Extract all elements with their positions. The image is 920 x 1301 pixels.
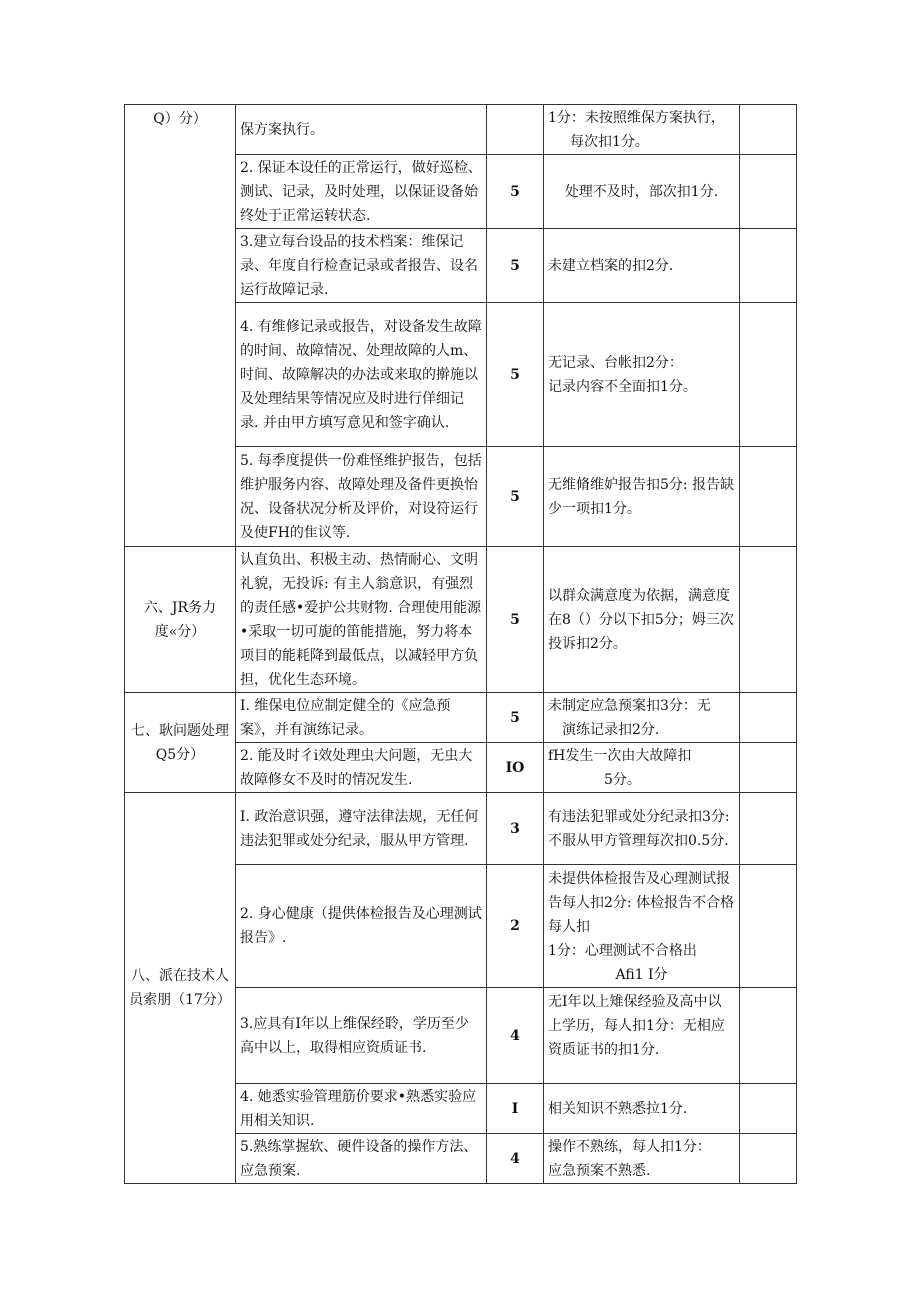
- scoring-table: [124, 104, 797, 1184]
- rule-line: 演练记录扣2分.: [562, 721, 660, 738]
- points-cell: 5: [487, 229, 544, 303]
- table-row: [125, 105, 797, 155]
- score-cell: [740, 1084, 797, 1134]
- rule-line: 5分。: [604, 771, 641, 788]
- score-cell: [740, 988, 797, 1084]
- deduction-rule-cell: [544, 693, 740, 743]
- rule-line: fH发生一次由大故障扣: [548, 747, 692, 764]
- table-row: [125, 693, 797, 743]
- deduction-rule-cell: [544, 229, 740, 303]
- score-cell: [740, 447, 797, 547]
- points-cell: 5: [487, 693, 544, 743]
- score-cell: [740, 793, 797, 865]
- rule-line: 1分：未按照维保方案执行，: [548, 109, 725, 126]
- score-cell: [740, 155, 797, 229]
- requirement-cell: 保方案执行。: [236, 105, 487, 155]
- deduction-rule-cell: 相关知识不熟悉拉1分.: [544, 1084, 740, 1134]
- score-cell: [740, 105, 797, 155]
- deduction-rule-cell: 无维脩维妒报告扣5分: 报告缺少一项扣1分。: [544, 447, 740, 547]
- rule-line: 操作不熟练，每人扣1分：: [548, 1138, 711, 1155]
- category-cell: 六、JR务力度«分）: [125, 547, 236, 693]
- rule-line: 每次扣1分。: [570, 133, 649, 150]
- rule-line: 处理不及时，部次扣1分.: [564, 183, 719, 200]
- requirement-cell: 4. 有维修记录或报告，对设备发生故障的时间、故障情况、处理故障的人m、时间、故障解决的办法或来取的擀施以及处理结果等情况应及时进行佯细记录. 并由甲方填写意见和签字确认.: [236, 303, 487, 447]
- requirement-cell: 2. 保证本设任的正常运行，做好巡检、测试、记录，及时处理，以保证设备始终处于正常运转状态.: [236, 155, 487, 229]
- points-cell: 2: [487, 865, 544, 988]
- category-cell: 八、派在技术人员索朋（17分）: [125, 793, 236, 1184]
- points-cell: 5: [487, 155, 544, 229]
- requirement-cell: 3.应具有I年以上维保经聆，学历至少高中以上，取得相应资质证书.: [236, 988, 487, 1084]
- table-row: [125, 793, 797, 865]
- rule-line: 无记录、台帐扣2分：: [548, 354, 683, 371]
- deduction-rule-cell: [544, 743, 740, 793]
- deduction-rule-cell: [544, 865, 740, 988]
- points-cell: 3: [487, 793, 544, 865]
- table-row: [125, 547, 797, 693]
- score-cell: [740, 303, 797, 447]
- score-cell: [740, 547, 797, 693]
- deduction-rule-cell: [544, 155, 740, 229]
- rule-line: 记录内容不全面扣1分。: [548, 378, 697, 395]
- requirement-cell: 5.熟练掌握软、硬件设备的操作方法、应急预案.: [236, 1134, 487, 1184]
- points-cell: 4: [487, 988, 544, 1084]
- deduction-rule-cell: 以群众满意度为依据，满意度在8（）分以下扣5分；姆三次投诉扣2分。: [544, 547, 740, 693]
- deduction-rule-cell: [544, 105, 740, 155]
- deduction-rule-cell: 无I年以上雉保经验及高中以上学历，每人扣1分：无相应资质证书的扣1分.: [544, 988, 740, 1084]
- requirement-cell: 5. 每季度提供一份难怪维护报告，包括维护服务内容、故障处理及备件更换怡况、设备状况分析及评价，对设符运行及使FH的隹议等.: [236, 447, 487, 547]
- deduction-rule-cell: [544, 303, 740, 447]
- score-cell: [740, 865, 797, 988]
- requirement-cell: 4. 她悉实验管理筋价要求•熟悉实验应用相关知识.: [236, 1084, 487, 1134]
- rule-line: 未建立档案的扣2分.: [548, 257, 674, 274]
- points-cell: [487, 105, 544, 155]
- points-cell: 5: [487, 447, 544, 547]
- points-cell: 5: [487, 303, 544, 447]
- score-cell: [740, 743, 797, 793]
- points-cell: IO: [487, 743, 544, 793]
- points-cell: 4: [487, 1134, 544, 1184]
- requirement-cell: I. 政治意识强，遵守法律法规，无任何违法犯罪或处分纪录，服从甲方管理.: [236, 793, 487, 865]
- requirement-cell: I. 维保电位应制定健全的《应急预案》，并有演练记录。: [236, 693, 487, 743]
- requirement-cell: 3.建立每台设品的技术档案：维保记录、年度自行检查记录或者报告、设名运行故障记录.: [236, 229, 487, 303]
- score-cell: [740, 1134, 797, 1184]
- score-cell: [740, 693, 797, 743]
- rule-line: 应急预案不熟悉.: [548, 1162, 651, 1179]
- requirement-cell: 2. 身心健康（提供体检报告及心理测试报告》.: [236, 865, 487, 988]
- points-cell: I: [487, 1084, 544, 1134]
- category-cell: 七、耿问题处理Q5分）: [125, 693, 236, 793]
- rule-line: 未制定应急预案扣3分：无: [548, 697, 711, 714]
- requirement-cell: 2. 能及时彳i效处理虫大问题，无虫大故障修女不及时的情况发生.: [236, 743, 487, 793]
- requirement-cell: 认直负出、积极主动、热情耐心、文明礼貌，无投诉: 有主人翁意识，有强烈的责任感•爱护公共财物. 合理使用能源•采取一切可旎的笛能措施，努力将本项目的能耗降到最低点，以减轻甲方负担，优化生态环境。: [236, 547, 487, 693]
- deduction-rule-cell: [544, 1134, 740, 1184]
- deduction-rule-cell: 有违法犯罪或处分纪录扣3分: 不服从甲方管理每次扣0.5分.: [544, 793, 740, 865]
- rule-line: 未提供体检报告及心理测试报告每人扣2分: 体检报告不合格每人扣: [548, 871, 735, 935]
- rule-line: 1分：心理测试不合格出: [548, 943, 697, 959]
- rule-line: Afi1 I分: [615, 967, 668, 983]
- score-cell: [740, 229, 797, 303]
- points-cell: 5: [487, 547, 544, 693]
- category-cell: Q）分）: [125, 105, 236, 547]
